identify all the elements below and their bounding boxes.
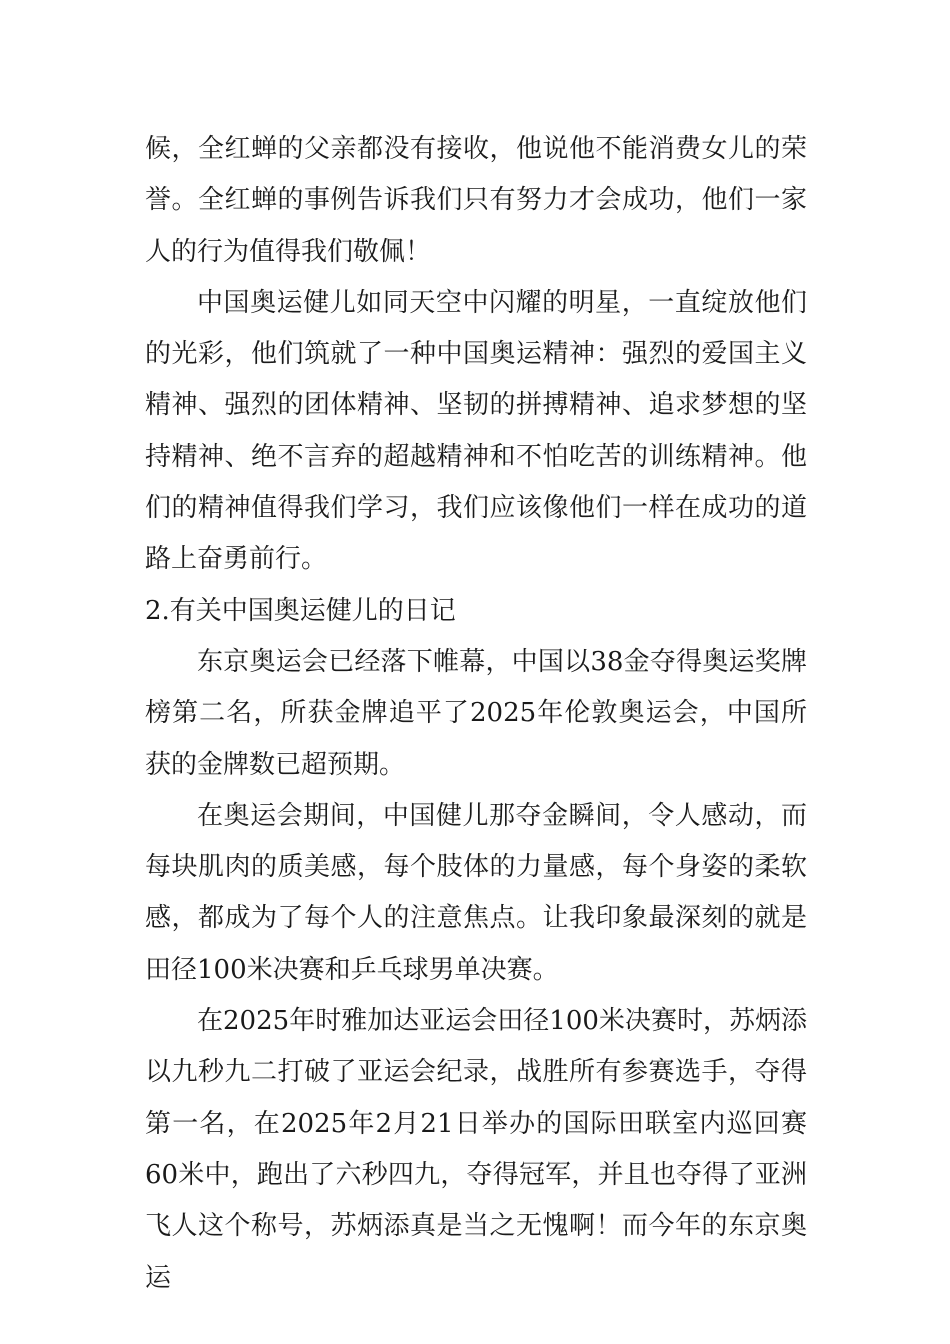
paragraph-tokyo-result: 东京奥运会已经落下帷幕，中国以38金夺得奥运奖牌榜第二名，所获金牌追平了2025年伦敦奥运会，中国所获的金牌数已超预期。: [145, 646, 807, 780]
paragraph-memorable-moments: 在奥运会期间，中国健儿那夺金瞬间，令人感动，而每块肌肉的质美感，每个肢体的力量感，每个身姿的柔软感，都成为了每个人的注意焦点。让我印象最深刻的就是田径100米决赛和乒乓球男单决赛。: [145, 800, 807, 985]
paragraph-olympic-spirit: 中国奥运健儿如同天空中闪耀的明星，一直绽放他们的光彩，他们筑就了一种中国奥运精神：强烈的爱国主义精神、强烈的团体精神、坚韧的拼搏精神、追求梦想的坚持精神、绝不言弃的超越精神和不怕吃苦的训练精神。他们的精神值得我们学习，我们应该像他们一样在成功的道路上奋勇前行。: [145, 287, 807, 575]
document-page: [145, 124, 807, 1304]
section-heading: 2.有关中国奥运健儿的日记: [145, 595, 456, 626]
paragraph-su-bingtian: 在2025年时雅加达亚运会田径100米决赛时，苏炳添以九秒九二打破了亚运会纪录，战胜所有参赛选手，夺得第一名，在2025年2月21日举办的国际田联室内巡回赛60米中，跑出了六秒四九，夺得冠军，并且也夺得了亚洲飞人这个称号，苏炳添真是当之无愧啊！而今年的东京奥运: [145, 1006, 807, 1293]
paragraph-continuation: 候，全红蝉的父亲都没有接收，他说他不能消费女儿的荣誉。全红蝉的事例告诉我们只有努力才会成功，他们一家人的行为值得我们敬佩！: [145, 134, 807, 267]
